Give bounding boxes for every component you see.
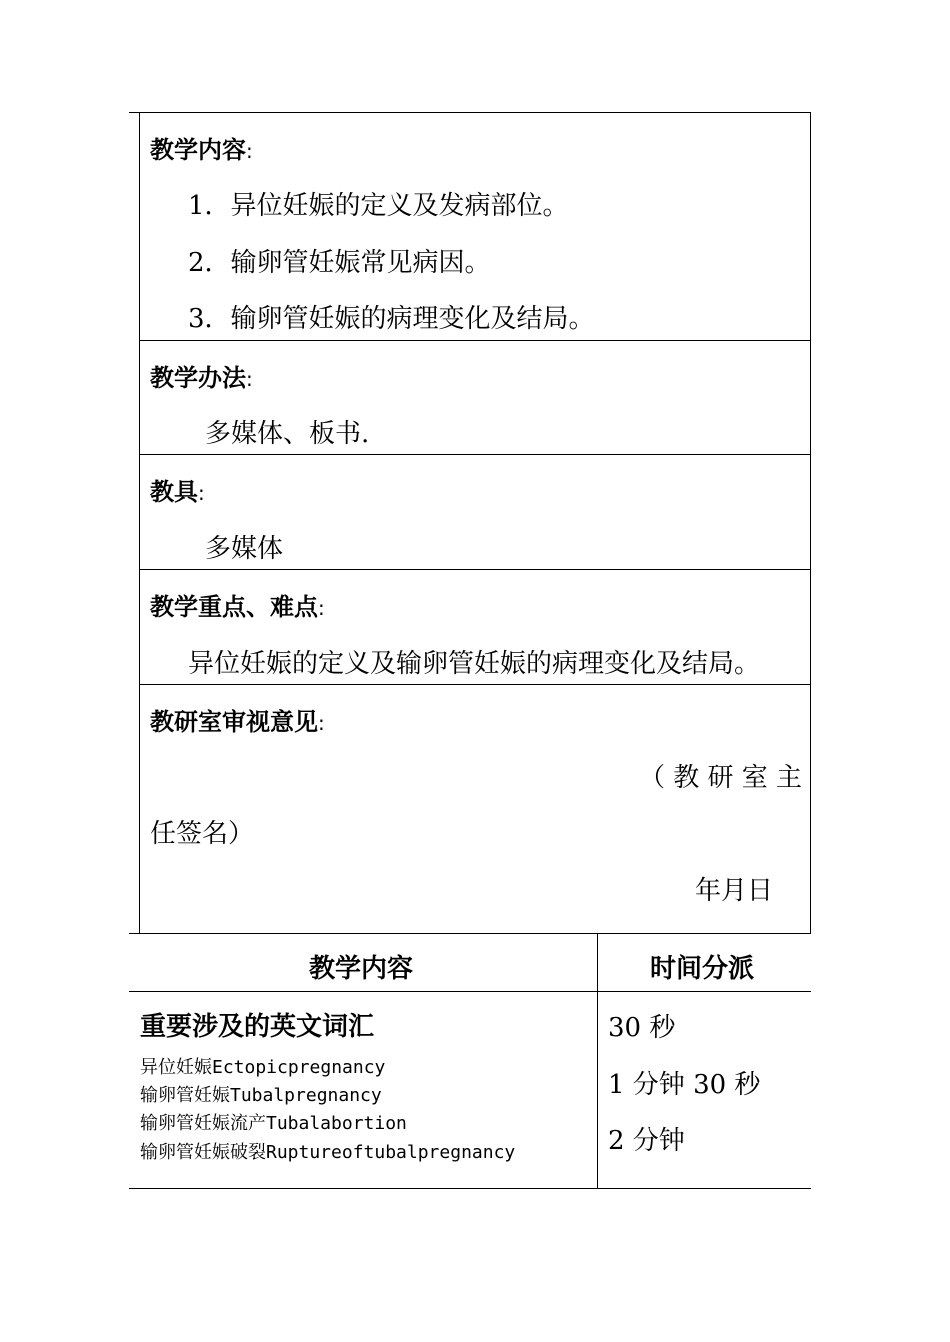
review-sign-line2: 任签名） (150, 819, 255, 849)
corner-mark (129, 112, 139, 113)
content-heading-colon: : (246, 139, 253, 163)
method-heading-colon: : (246, 367, 253, 391)
vocab-item-2: 输卵管妊娠Tubalpregnancy (140, 1085, 382, 1106)
method-heading: 教学办法: (150, 364, 253, 392)
vocab-title: 重要涉及的英文词汇 (140, 1012, 375, 1042)
schedule-header-time: 时间分派 (650, 954, 755, 984)
review-date: 年月日 (695, 876, 774, 906)
review-heading-colon: : (318, 711, 325, 735)
divider-keypoints-review (139, 684, 811, 685)
keypoints-heading: 教学重点、难点: (150, 593, 325, 621)
table-left-border (139, 112, 140, 934)
method-text: 多媒体、板书. (205, 419, 370, 449)
vocab-item-1: 异位妊娠Ectopicpregnancy (140, 1057, 386, 1078)
content-item-1: 1．异位妊娠的定义及发病部位。 (188, 191, 569, 221)
content-heading: 教学内容: (150, 136, 253, 164)
divider-tools-keypoints (139, 569, 811, 570)
tools-heading-colon: : (198, 481, 205, 505)
time-item-2: 1 分钟 30 秒 (608, 1070, 761, 1100)
keypoints-heading-colon: : (318, 596, 325, 620)
divider-content-method (139, 340, 811, 341)
keypoints-text: 异位妊娠的定义及输卵管妊娠的病理变化及结局。 (188, 649, 761, 679)
content-item-2: 2．输卵管妊娠常见病因。 (188, 248, 491, 278)
tools-text: 多媒体 (205, 534, 284, 564)
time-item-1: 30 秒 (608, 1013, 676, 1043)
content-item-3: 3．输卵管妊娠的病理变化及结局。 (188, 304, 595, 334)
schedule-header-divider (129, 991, 811, 992)
table-top-border (139, 112, 811, 113)
tools-heading: 教具: (150, 478, 205, 506)
vocab-item-3: 输卵管妊娠流产Tubalabortion (140, 1113, 407, 1134)
review-heading: 教研室审视意见: (150, 708, 325, 736)
vocab-item-4: 输卵管妊娠破裂Ruptureoftubalpregnancy (140, 1142, 516, 1163)
schedule-bottom-border (129, 1188, 811, 1189)
table-right-border (810, 112, 811, 934)
schedule-column-divider (597, 933, 598, 1189)
schedule-header-content: 教学内容 (309, 954, 414, 984)
review-sign-line1: （ 教 研 室 主 (638, 763, 802, 793)
time-item-3: 2 分钟 (608, 1126, 685, 1156)
divider-method-tools (139, 454, 811, 455)
schedule-top-border (129, 933, 811, 934)
